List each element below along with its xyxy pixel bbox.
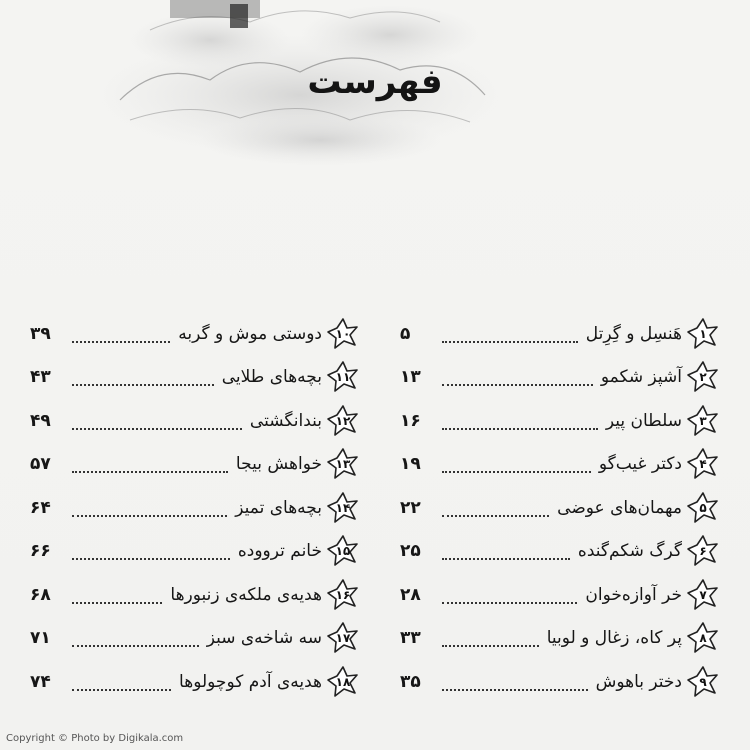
toc-entry [30,356,360,400]
toc-entry-page: ۱۹ [400,454,421,475]
toc-entry-title: هَنسِل و گِرِتل [585,323,682,344]
toc-entry-title: گرگ شکم‌گنده [577,541,682,562]
star-number-badge: ۱۶ [326,578,360,612]
toc-entry-page: ۴۹ [30,410,51,431]
star-number-badge: ۱۲ [326,404,360,438]
leader-dots [442,461,591,473]
toc-entry-title: خانم ترووده [237,541,322,562]
star-number-badge: ۶ [686,534,720,568]
leader-dots [442,635,539,647]
toc-entry-page: ۵۷ [30,454,51,475]
star-number-badge: ۱۷ [326,621,360,655]
toc-entry-title: هدیه‌ی ملکه‌ی زنبورها [170,584,322,605]
toc-entry [400,530,720,574]
toc-entry-page: ۳۹ [30,323,51,344]
toc-entry [400,356,720,400]
leader-dots [72,418,242,430]
leader-dots [72,331,170,343]
toc-entry [30,530,360,574]
toc-entry [400,617,720,661]
leader-dots [72,461,228,473]
leader-dots [72,505,227,517]
toc-entry-page: ۶۸ [30,584,51,605]
copyright-note: Copyright © Photo by Digikala.com [6,733,184,744]
toc-entry [30,573,360,617]
star-number-badge: ۹ [686,665,720,699]
toc-entry-page: ۱۶ [400,410,421,431]
toc-entry-page: ۵ [400,323,411,344]
toc-entry [400,443,720,487]
toc-entry-page: ۴۳ [30,367,51,388]
leader-dots [442,679,588,691]
toc-entry-page: ۶۶ [30,541,51,562]
toc-entry-title: آشپز شکمو [600,367,682,388]
toc-entry-title: دکتر غیب‌گو [598,454,682,475]
toc-entry [30,617,360,661]
star-number-badge: ۱ [686,317,720,351]
toc-entry-page: ۳۵ [400,671,421,692]
toc-entry [400,660,720,704]
toc-entry-title: دوستی موش و گربه [178,323,322,344]
toc-entry-title: خواهش بیجا [235,454,322,475]
toc-entry [30,660,360,704]
toc-column-right [400,312,720,704]
toc-entry-title: سلطان پیر [605,410,682,431]
toc-entry-page: ۲۵ [400,541,421,562]
toc-entry-title: خر آوازه‌خوان [585,584,682,605]
star-number-badge: ۱۳ [326,447,360,481]
toc-entry [30,443,360,487]
leader-dots [72,679,171,691]
leader-dots [442,592,577,604]
leader-dots [442,331,578,343]
star-number-badge: ۲ [686,360,720,394]
leader-dots [72,635,199,647]
toc-entry [30,312,360,356]
toc-entry [30,486,360,530]
star-number-badge: ۱۱ [326,360,360,394]
leader-dots [442,374,593,386]
toc-entry-title: بندانگشتی [249,410,322,431]
star-number-badge: ۳ [686,404,720,438]
toc-entry-page: ۱۳ [400,367,421,388]
toc-entry [400,573,720,617]
page-title: فهرست [307,62,443,102]
leader-dots [72,548,230,560]
toc-entry-page: ۲۲ [400,497,421,518]
toc-entry [400,399,720,443]
toc-entry-page: ۳۳ [400,628,421,649]
star-number-badge: ۱۴ [326,491,360,525]
star-number-badge: ۷ [686,578,720,612]
toc-entry [30,399,360,443]
toc-entry-page: ۷۱ [30,628,51,649]
toc-entry [400,312,720,356]
leader-dots [72,374,214,386]
star-number-badge: ۱۰ [326,317,360,351]
toc-entry-title: سه شاخه‌ی سبز [206,628,322,649]
toc-column-left [30,312,360,704]
toc-entry-title: پر کاه، زغال و لوبیا [546,628,682,649]
toc-entry [400,486,720,530]
leader-dots [442,548,570,560]
toc-entry-title: بچه‌های طلایی [221,367,322,388]
star-number-badge: ۵ [686,491,720,525]
toc-entry-page: ۷۴ [30,671,51,692]
toc-entry-page: ۶۴ [30,497,51,518]
leader-dots [72,592,162,604]
star-number-badge: ۴ [686,447,720,481]
star-number-badge: ۱۵ [326,534,360,568]
star-number-badge: ۸ [686,621,720,655]
star-number-badge: ۱۸ [326,665,360,699]
leader-dots [442,418,598,430]
leader-dots [442,505,549,517]
toc-entry-title: دختر باهوش [595,671,682,692]
toc-entry-page: ۲۸ [400,584,421,605]
toc-entry-title: هدیه‌ی آدم کوچولوها [179,671,322,692]
toc-entry-title: مهمان‌های عوضی [557,497,682,518]
toc-entry-title: بچه‌های تمیز [235,497,322,518]
